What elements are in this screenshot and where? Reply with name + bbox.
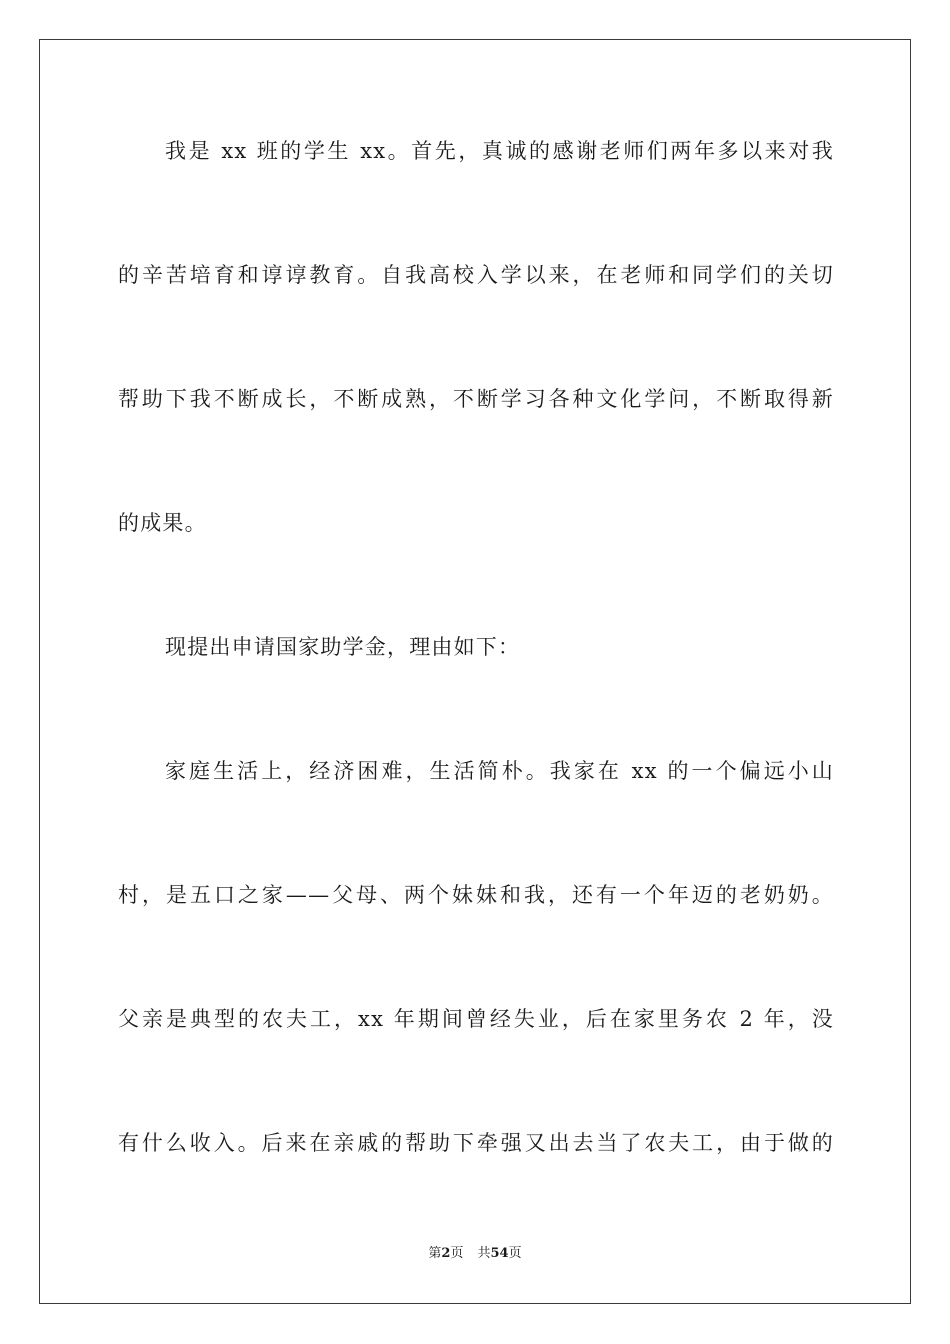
paragraph-line-1: 我是 xx 班的学生 xx。首先，真诚的感谢老师们两年多以来对我 [165, 139, 834, 163]
paragraph-line-4: 的成果。 [118, 511, 207, 535]
total-prefix: 共 [477, 1246, 491, 1261]
paragraph-line-2: 的辛苦培育和谆谆教育。自我高校入学以来，在老师和同学们的关切 [118, 263, 834, 287]
page-border [39, 39, 911, 1304]
paragraph-line-6: 家庭生活上，经济困难，生活简朴。我家在 xx 的一个偏远小山 [165, 759, 834, 783]
paragraph-line-8: 父亲是典型的农夫工，xx 年期间曾经失业，后在家里务农 2 年，没 [118, 1007, 834, 1031]
total-suffix: 页 [508, 1246, 522, 1261]
paragraph-line-9: 有什么收入。后来在亲戚的帮助下牵强又出去当了农夫工，由于做的 [118, 1131, 834, 1155]
total-page-count: 54 [490, 1246, 509, 1261]
paragraph-line-3: 帮助下我不断成长，不断成熟，不断学习各种文化学问，不断取得新 [118, 387, 834, 411]
current-page-number: 2 [441, 1246, 451, 1261]
page-footer [0, 1245, 950, 1263]
paragraph-line-5: 现提出申请国家助学金，理由如下： [165, 635, 521, 659]
page-prefix: 第 [428, 1246, 442, 1261]
paragraph-line-7: 村，是五口之家——父母、两个妹妹和我，还有一个年迈的老奶奶。 [118, 883, 834, 907]
page-suffix: 页 [450, 1246, 464, 1261]
